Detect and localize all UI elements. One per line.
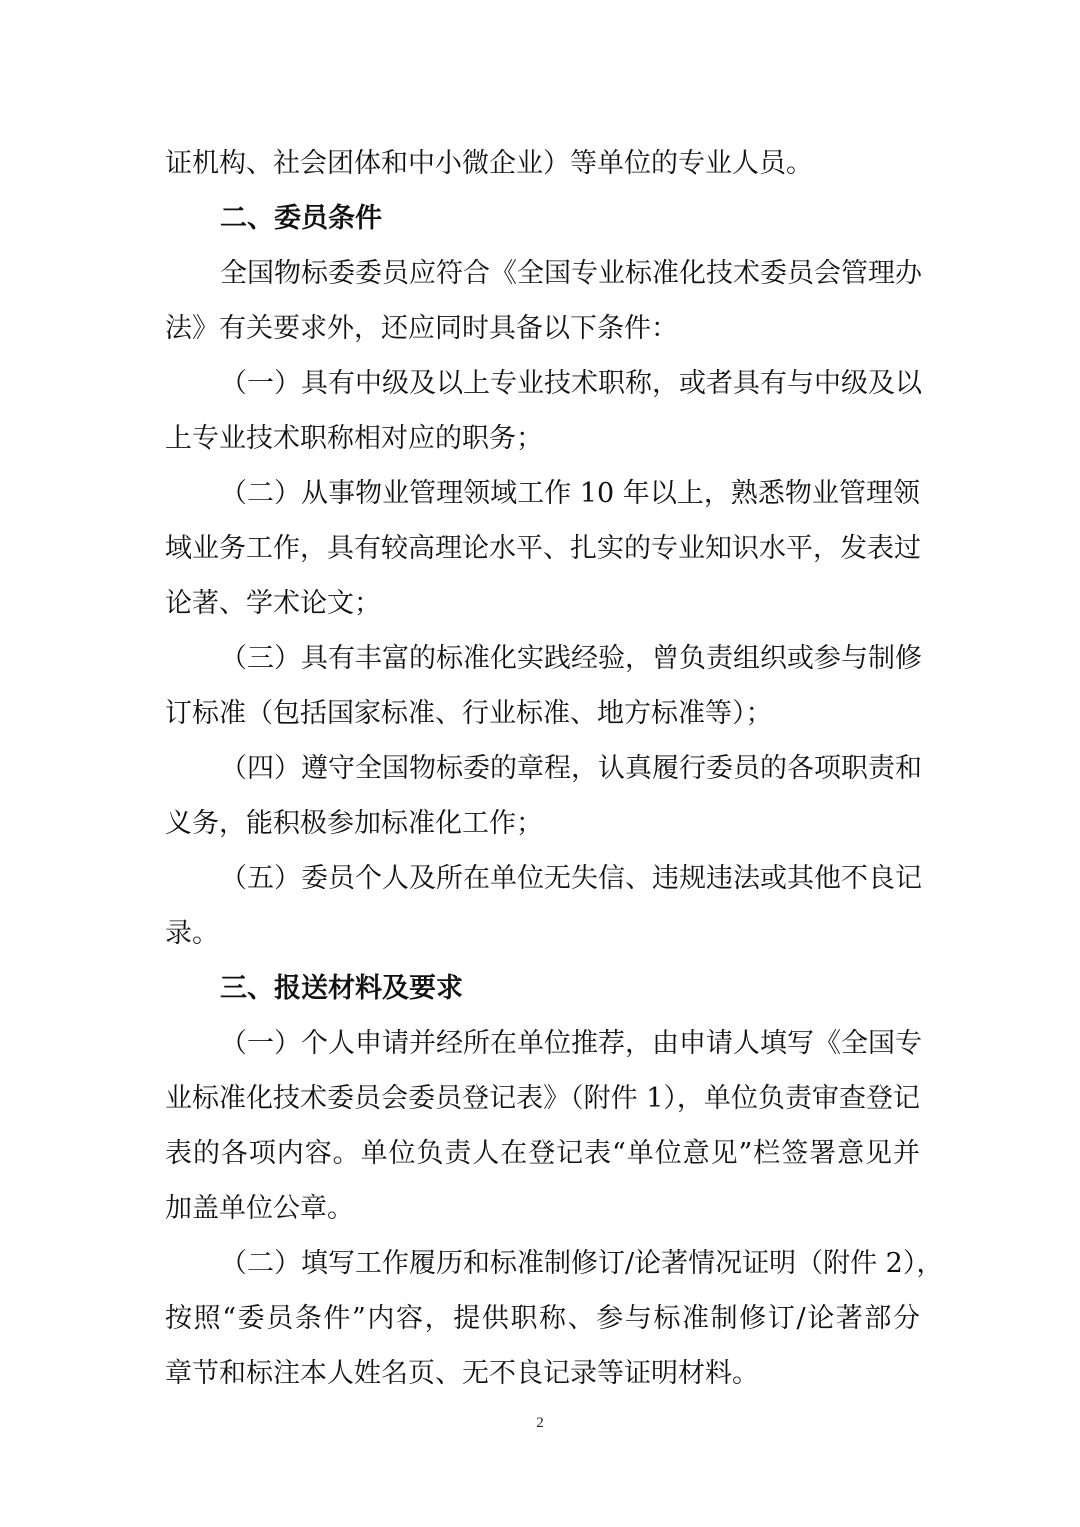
body-line: 义务，能积极参加标准化工作； — [165, 808, 543, 839]
body-line: （五）委员个人及所在单位无失信、违规违法或其他不良记 — [220, 863, 922, 894]
section-heading: 二、委员条件 — [220, 203, 382, 234]
body-line: 业标准化技术委员会委员登记表》（附件 1），单位负责审查登记 — [165, 1083, 920, 1114]
body-line: 法》有关要求外，还应同时具备以下条件： — [165, 313, 678, 344]
body-line: （三）具有丰富的标准化实践经验，曾负责组织或参与制修 — [220, 643, 922, 674]
body-line: 论著、学术论文； — [165, 588, 381, 619]
page-number: 2 — [536, 1415, 544, 1431]
body-line: 按照“委员条件”内容，提供职称、参与标准制修订/论著部分 — [165, 1303, 920, 1334]
body-line: （二）填写工作履历和标准制修订/论著情况证明（附件 2）， — [220, 1248, 944, 1279]
body-line: （二）从事物业管理领域工作 10 年以上，熟悉物业管理领 — [220, 478, 920, 509]
body-line: 订标准（包括国家标准、行业标准、地方标准等）； — [165, 698, 773, 729]
body-line: 证机构、社会团体和中小微企业）等单位的专业人员。 — [165, 148, 813, 179]
body-line: 章节和标注本人姓名页、无不良记录等证明材料。 — [165, 1358, 759, 1389]
body-line: 表的各项内容。单位负责人在登记表“单位意见”栏签署意见并 — [165, 1138, 920, 1169]
body-line: 域业务工作，具有较高理论水平、扎实的专业知识水平，发表过 — [165, 533, 921, 564]
body-line: 上专业技术职称相对应的职务； — [165, 423, 543, 454]
body-line: （一）具有中级及以上专业技术职称，或者具有与中级及以 — [220, 368, 922, 399]
body-line: 加盖单位公章。 — [165, 1193, 354, 1224]
body-line: （一）个人申请并经所在单位推荐，由申请人填写《全国专 — [220, 1028, 922, 1059]
body-line: 录。 — [165, 918, 219, 949]
body-line: （四）遵守全国物标委的章程，认真履行委员的各项职责和 — [220, 753, 922, 784]
section-heading: 三、报送材料及要求 — [220, 973, 463, 1004]
body-line: 全国物标委委员应符合《全国专业标准化技术委员会管理办 — [220, 258, 922, 289]
